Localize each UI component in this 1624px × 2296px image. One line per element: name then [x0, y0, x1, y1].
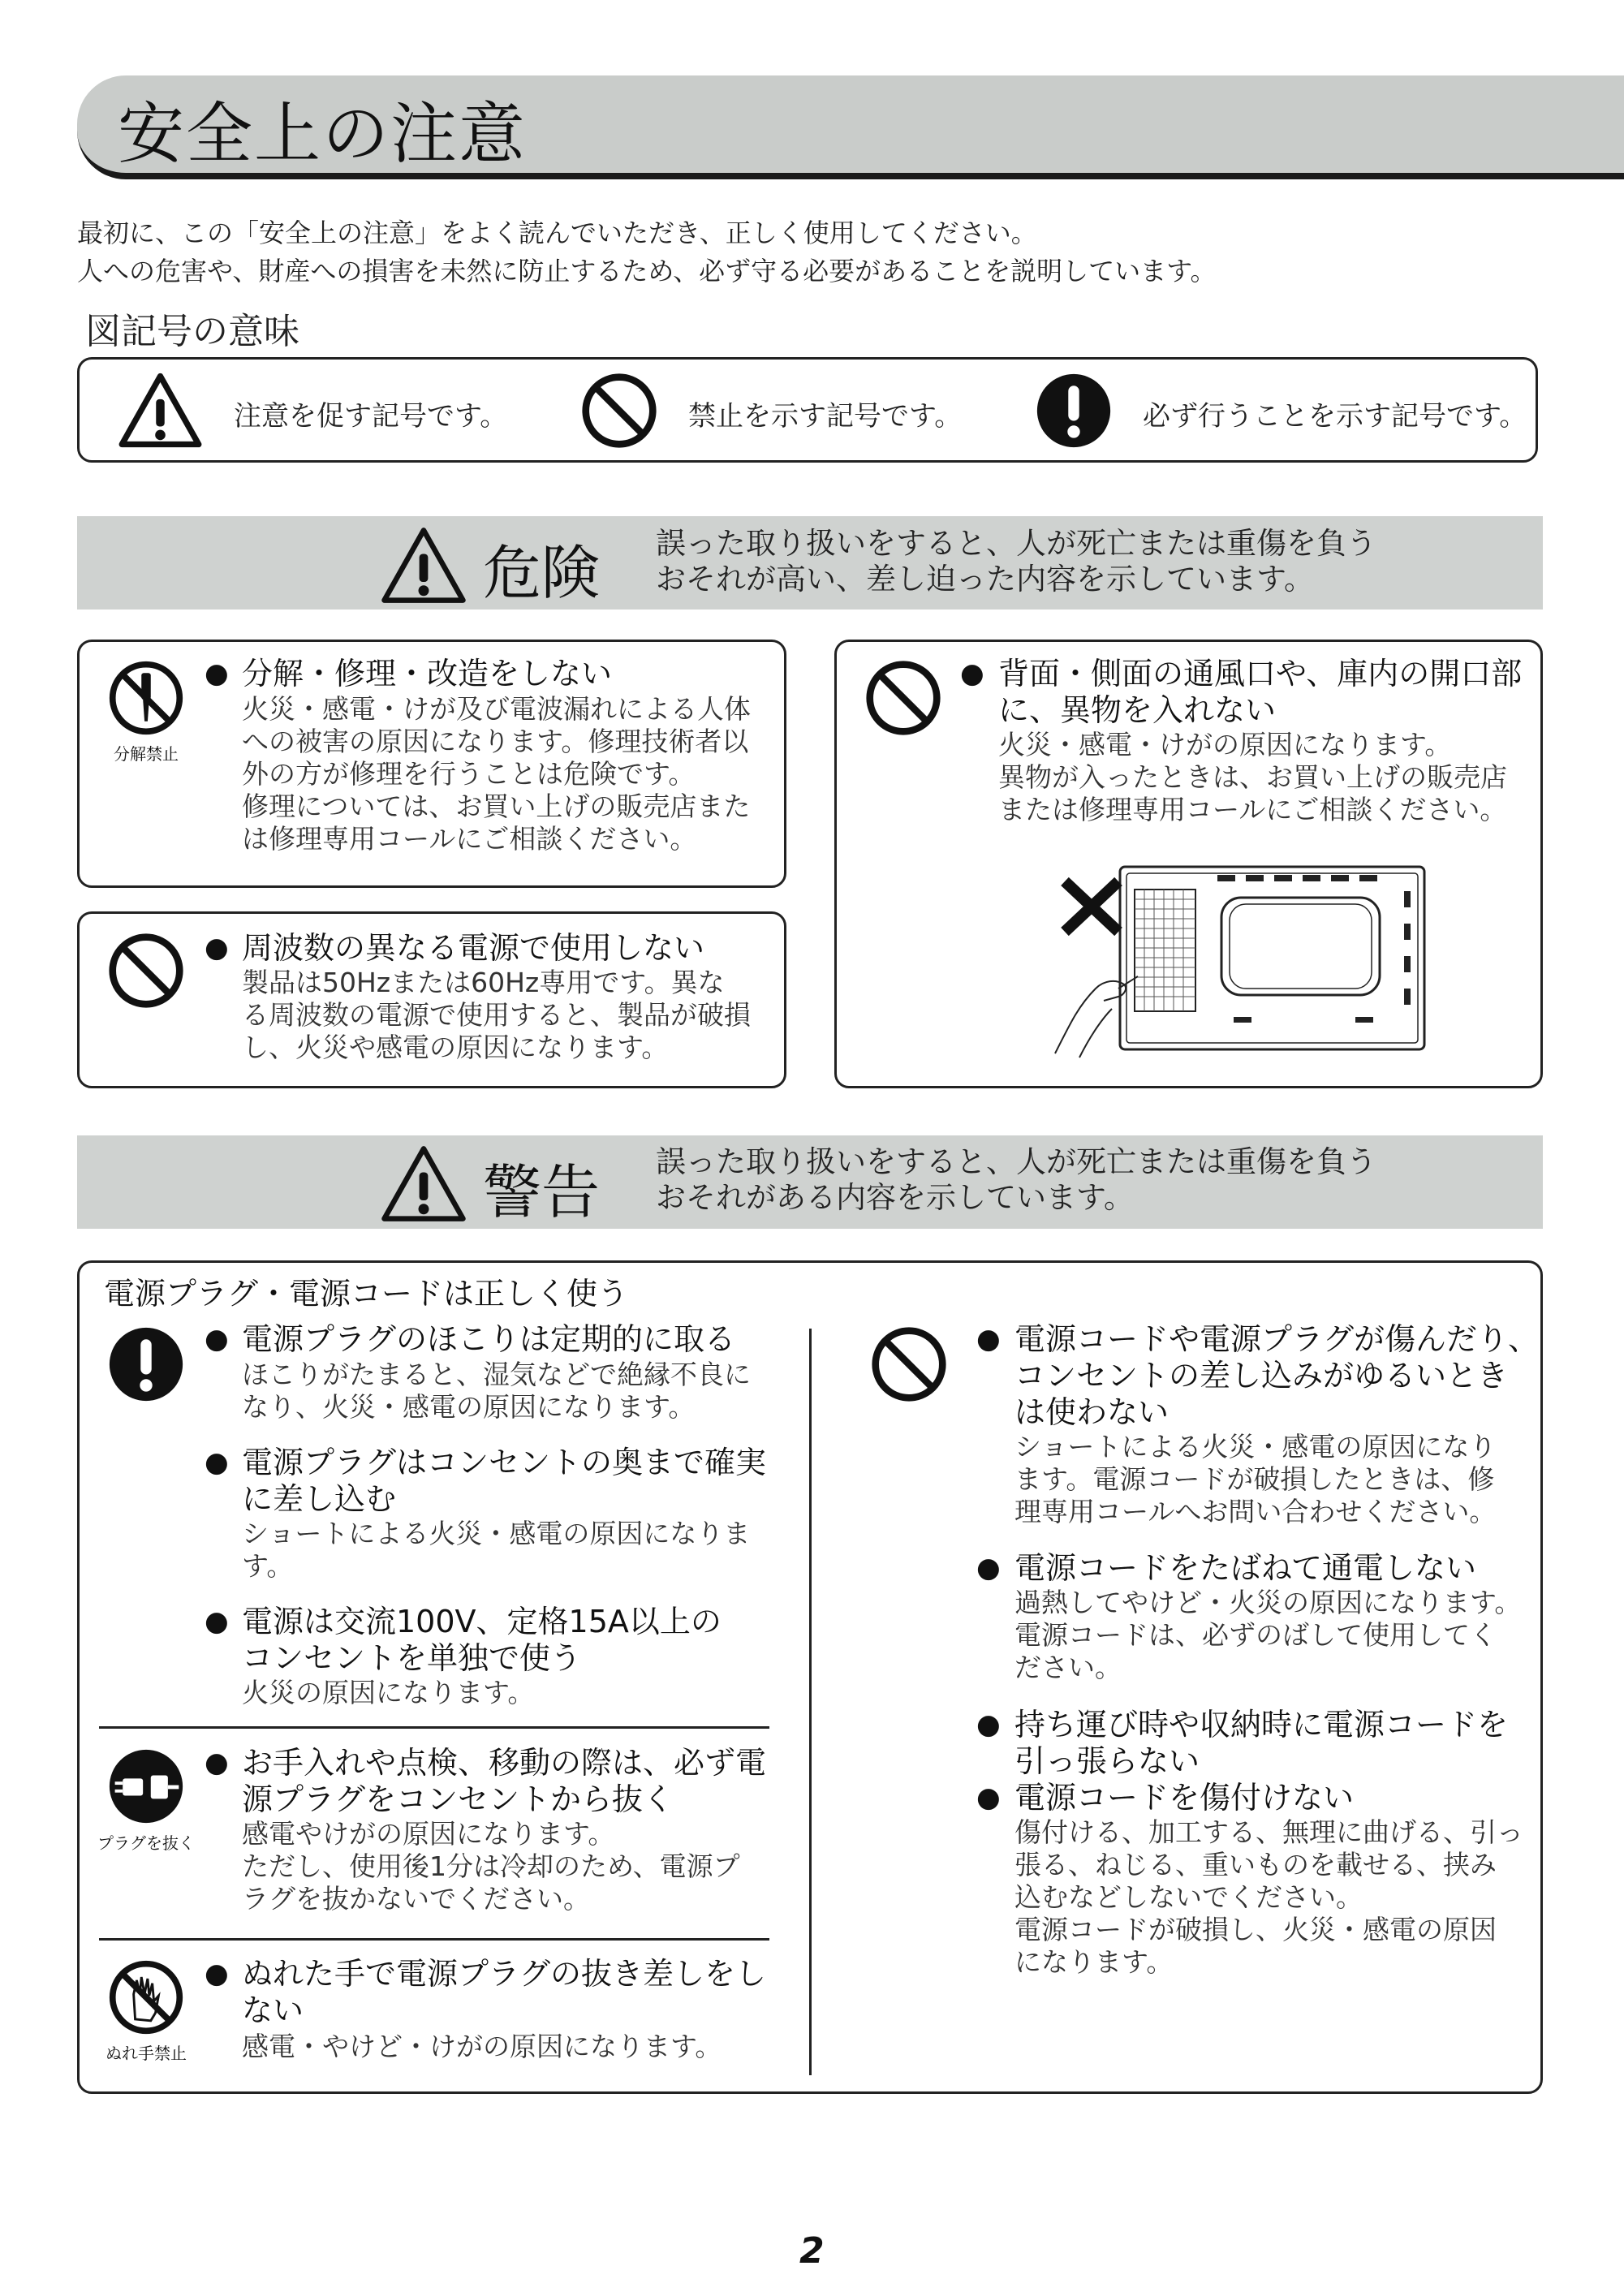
intro-line-2: 人への危害や、財産への損害を未然に防止するため、必ず守る必要があることを説明しています。: [77, 256, 1217, 286]
bullet-title: ない: [242, 1992, 304, 2028]
divider: [99, 1726, 769, 1729]
bullet-dot-icon: ●: [205, 932, 229, 964]
body-line: ださい。: [1014, 1652, 1122, 1683]
column-divider: [809, 1329, 812, 2075]
bullet-title: 電源プラグはコンセントの奥まで確実: [242, 1445, 767, 1480]
danger-desc-2: おそれが高い、差し迫った内容を示しています。: [656, 562, 1315, 597]
caution-triangle-icon: [380, 1144, 467, 1223]
section-title: 電源プラグ・電源コードは正しく使う: [104, 1276, 629, 1312]
body-line: 製品は50Hzまたは60Hz専用です。異な: [242, 967, 725, 998]
body-line: 電源コードが破損し、火災・感電の原因: [1014, 1914, 1497, 1945]
body-line: 電源コードは、必ずのばして使用してく: [1014, 1619, 1497, 1651]
bullet-title: 持ち運び時や収納時に電源コードを: [1014, 1707, 1509, 1742]
prohibition-icon: [870, 1325, 948, 1403]
bullet-dot-icon: ●: [205, 1605, 229, 1638]
body-line: 修理については、お買い上げの販売店また: [242, 790, 751, 822]
bullet-title: は使わない: [1014, 1394, 1170, 1430]
bullet-title: コンセントの差し込みがゆるいとき: [1014, 1358, 1509, 1394]
body-line: は修理専用コールにご相談ください。: [242, 823, 697, 855]
no-wet-hands-icon: [107, 1958, 185, 2036]
body-line: 火災・感電・けがの原因になります。: [998, 729, 1452, 760]
bullet-dot-icon: ●: [205, 657, 229, 690]
body-line: 傷付ける、加工する、無理に曲げる、引っ: [1014, 1816, 1523, 1848]
body-line: す。: [242, 1550, 294, 1582]
bullet-title: 電源コードをたばねて通電しない: [1014, 1550, 1477, 1586]
warning-label: 警告: [483, 1158, 601, 1226]
body-line: ほこりがたまると、湿気などで絶縁不良に: [242, 1359, 751, 1390]
bullet-title: 源プラグをコンセントから抜く: [242, 1781, 674, 1817]
body-line: になります。: [1014, 1946, 1174, 1978]
body-line: への被害の原因になります。修理技術者以: [242, 726, 749, 757]
page-number: 2: [799, 2230, 825, 2272]
bullet-title: 背面・側面の通風口や、庫内の開口部: [998, 656, 1523, 691]
body-line: る周波数の電源で使用すると、製品が破損: [242, 999, 751, 1031]
bullet-dot-icon: ●: [976, 1323, 1001, 1355]
prohibition-icon: [580, 372, 658, 450]
body-line: 火災・感電・けが及び電波漏れによる人体: [242, 693, 751, 725]
icon-caption: 分解禁止: [114, 744, 179, 764]
symbol-label-prohibition: 禁止を示す記号です。: [688, 400, 963, 433]
mandatory-icon: [107, 1325, 185, 1403]
caution-triangle-icon: [118, 372, 203, 449]
intro-line-1: 最初に、この「安全上の注意」をよく読んでいただき、正しく使用してください。: [77, 218, 1037, 248]
mandatory-icon: [1035, 372, 1113, 450]
icon-caption: プラグを抜く: [97, 1833, 195, 1853]
body-line: 込むなどしないでください。: [1014, 1881, 1363, 1913]
danger-label: 危険: [483, 539, 601, 607]
body-line: 火災の原因になります。: [242, 1677, 535, 1708]
bullet-title: 分解・修理・改造をしない: [242, 656, 613, 691]
bullet-dot-icon: ●: [205, 1958, 229, 1990]
bullet-title: に、異物を入れない: [998, 692, 1277, 728]
bullet-dot-icon: ●: [960, 657, 984, 690]
symbol-label-caution: 注意を促す記号です。: [234, 400, 508, 433]
body-line: 異物が入ったときは、お買い上げの販売店: [998, 761, 1507, 793]
bullet-dot-icon: ●: [205, 1446, 229, 1479]
bullet-title: に差し込む: [242, 1481, 397, 1517]
bullet-dot-icon: ●: [205, 1747, 229, 1779]
unplug-icon: [107, 1747, 185, 1825]
symbols-heading: 図記号の意味: [85, 311, 299, 352]
body-line: なり、火災・感電の原因になります。: [242, 1391, 696, 1423]
bullet-title: ぬれた手で電源プラグの抜き差しをし: [242, 1956, 767, 1992]
page-title: 安全上の注意: [118, 96, 528, 173]
body-line: ラグを抜かないでください。: [242, 1883, 590, 1915]
prohibition-icon: [107, 932, 185, 1010]
prohibition-icon: [864, 659, 942, 737]
body-line: ます。電源コードが破損したときは、修: [1014, 1463, 1495, 1495]
body-line: ただし、使用後1分は冷却のため、電源プ: [242, 1850, 740, 1882]
body-line: 感電・やけど・けがの原因になります。: [242, 2031, 722, 2062]
microwave-back-illustration: [1047, 859, 1437, 1062]
divider: [99, 1938, 769, 1941]
body-line: 感電やけがの原因になります。: [242, 1818, 615, 1850]
caution-triangle-icon: [380, 526, 467, 605]
bullet-title: 電源コードを傷付けない: [1014, 1780, 1355, 1816]
bullet-title: お手入れや点検、移動の際は、必ず電: [242, 1745, 767, 1781]
bullet-title: コンセントを単独で使う: [242, 1640, 582, 1676]
bullet-dot-icon: ●: [205, 1323, 229, 1355]
body-line: または修理専用コールにご相談ください。: [998, 794, 1507, 825]
danger-desc-1: 誤った取り扱いをすると、人が死亡または重傷を負う: [656, 526, 1376, 561]
warning-desc-1: 誤った取り扱いをすると、人が死亡または重傷を負う: [656, 1144, 1376, 1179]
bullet-dot-icon: ●: [976, 1552, 1001, 1584]
icon-caption: ぬれ手禁止: [106, 2044, 187, 2063]
body-line: し、火災や感電の原因になります。: [242, 1032, 669, 1063]
body-line: 過熱してやけど・火災の原因になります。: [1014, 1587, 1522, 1618]
body-line: ショートによる火災・感電の原因になり: [1014, 1431, 1497, 1462]
bullet-title: 電源は交流100V、定格15A以上の: [242, 1604, 722, 1639]
body-line: 張る、ねじる、重いものを載せる、挟み: [1014, 1849, 1497, 1880]
body-line: 理専用コールへお問い合わせください。: [1014, 1496, 1497, 1527]
bullet-dot-icon: ●: [976, 1781, 1001, 1814]
symbol-label-mandatory: 必ず行うことを示す記号です。: [1143, 400, 1527, 433]
bullet-title: 引っ張らない: [1014, 1743, 1200, 1779]
bullet-title: 電源コードや電源プラグが傷んだり、: [1014, 1321, 1540, 1357]
no-disassembly-icon: [107, 659, 185, 737]
bullet-title: 周波数の異なる電源で使用しない: [242, 930, 705, 966]
warning-desc-2: おそれがある内容を示しています。: [656, 1180, 1135, 1215]
bullet-title: 電源プラグのほこりは定期的に取る: [242, 1321, 736, 1357]
bullet-dot-icon: ●: [976, 1708, 1001, 1741]
body-line: ショートによる火災・感電の原因になりま: [242, 1518, 751, 1549]
body-line: 外の方が修理を行うことは危険です。: [242, 758, 696, 790]
